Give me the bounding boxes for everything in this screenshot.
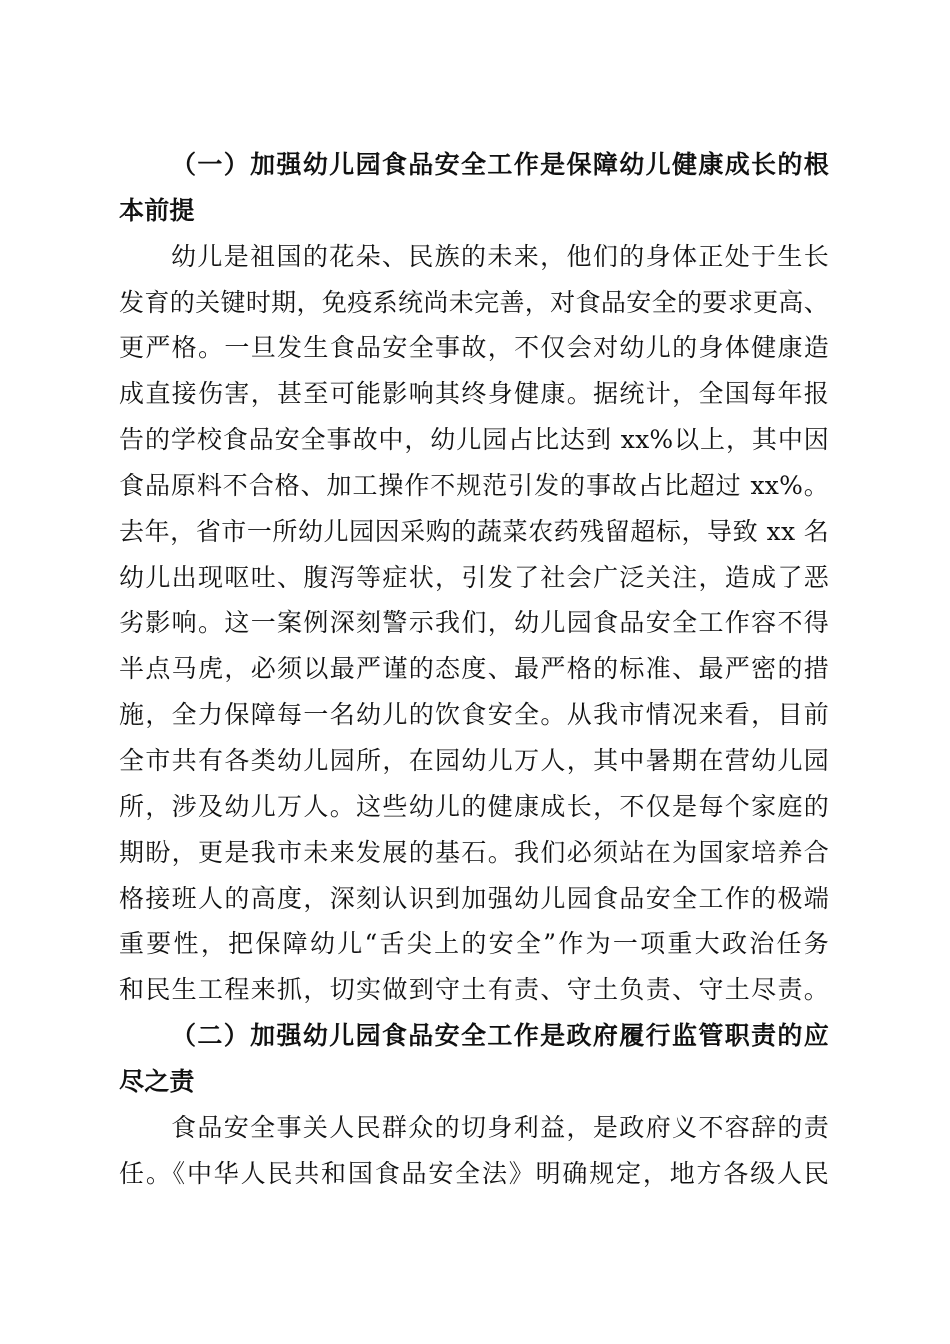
heading-line: 尽之责 [119,1066,195,1096]
paragraph-line: 期盼，更是我市未来发展的基石。我们必须站在为国家培养合 [119,837,829,867]
document-body [119,142,829,1196]
paragraph-line: 全市共有各类幼儿园所，在园幼儿万人，其中暑期在营幼儿园 [119,745,829,775]
section-heading-1 [119,142,829,234]
heading-line: 本前提 [119,195,195,225]
paragraph-line: 去年，省市一所幼儿园因采购的蔬菜农药残留超标，导致 xx 名 [119,516,829,546]
section-paragraph-2 [119,1105,829,1197]
paragraph-line: 和民生工程来抓，切实做到守土有责、守土负责、守土尽责。 [119,975,829,1005]
paragraph-line: 发育的关键时期，免疫系统尚未完善，对食品安全的要求更高、 [119,287,829,317]
section-paragraph-1 [119,234,829,1013]
paragraph-line: 食品安全事关人民群众的切身利益，是政府义不容辞的责 [171,1112,829,1142]
paragraph-line: 施，全力保障每一名幼儿的饮食安全。从我市情况来看，目前 [119,700,829,730]
paragraph-line: 格接班人的高度，深刻认识到加强幼儿园食品安全工作的极端 [119,883,829,913]
paragraph-line: 重要性，把保障幼儿“舌尖上的安全”作为一项重大政治任务 [119,929,829,959]
paragraph-line: 任。《中华人民共和国食品安全法》明确规定，地方各级人民 [119,1158,829,1188]
paragraph-line: 幼儿是祖国的花朵、民族的未来，他们的身体正处于生长 [171,241,829,271]
heading-line: （一）加强幼儿园食品安全工作是保障幼儿健康成长的根 [171,150,829,179]
paragraph-line: 劣影响。这一案例深刻警示我们，幼儿园食品安全工作容不得 [119,608,829,638]
paragraph-line: 成直接伤害，甚至可能影响其终身健康。据统计，全国每年报 [119,379,829,409]
heading-line: （二）加强幼儿园食品安全工作是政府履行监管职责的应 [171,1021,829,1051]
paragraph-line: 食品原料不合格、加工操作不规范引发的事故占比超过 xx%。 [119,470,829,500]
paragraph-line: 半点马虎，必须以最严谨的态度、最严格的标准、最严密的措 [119,654,829,684]
paragraph-line: 告的学校食品安全事故中，幼儿园占比达到 xx%以上，其中因 [119,425,829,455]
paragraph-line: 幼儿出现呕吐、腹泻等症状，引发了社会广泛关注，造成了恶 [119,562,829,592]
paragraph-line: 更严格。一旦发生食品安全事故，不仅会对幼儿的身体健康造 [119,333,829,363]
paragraph-line: 所，涉及幼儿万人。这些幼儿的健康成长，不仅是每个家庭的 [119,791,829,821]
section-heading-2 [119,1013,829,1105]
